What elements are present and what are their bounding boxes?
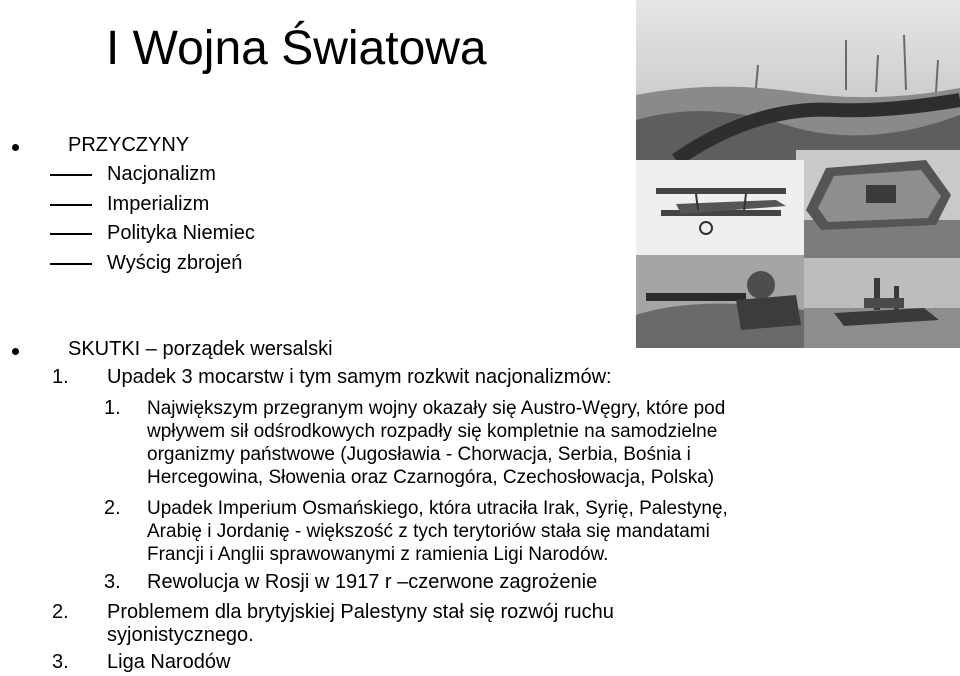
causes-heading: PRZYCZYNY	[68, 134, 190, 156]
sub-1-line: wpływem sił odśrodkowych rozpadły się kompletnie na samodzielne	[147, 421, 718, 442]
bullet-causes	[12, 144, 19, 151]
trench-photo	[636, 0, 960, 160]
sub-1-line: Największym przegranym wojny okazały się Austro-Węgry, które pod	[147, 398, 726, 419]
cause-item: Polityka Niemiec	[107, 222, 255, 244]
cause-item: Nacjonalizm	[107, 163, 216, 185]
point-2-line: syjonistycznego.	[107, 624, 254, 646]
biplane-photo	[636, 160, 804, 260]
sub-1-number: 1.	[104, 397, 121, 419]
cause-item: Imperializm	[107, 193, 210, 215]
sub-2-line: Francji i Anglii sprawowanymi z ramienia Ligi Narodów.	[147, 544, 609, 565]
cause-item: Wyścig zbrojeń	[107, 252, 243, 274]
sub-1-line: organizmy państwowe (Jugosławia - Chorwacja, Serbia, Bośnia i	[147, 444, 691, 465]
dash-3	[50, 233, 92, 235]
machine-gunner-photo	[636, 255, 804, 348]
dash-4	[50, 263, 92, 265]
point-3-number: 3.	[52, 651, 69, 673]
bullet-effects	[12, 348, 19, 355]
sub-2-line: Upadek Imperium Osmańskiego, która utraciła Irak, Syrię, Palestynę,	[147, 498, 728, 519]
sub-3-text: Rewolucja w Rosji w 1917 r –czerwone zagrożenie	[147, 571, 598, 593]
point-2-number: 2.	[52, 601, 69, 623]
tank-photo	[796, 150, 960, 260]
sub-2-number: 2.	[104, 497, 121, 519]
effects-heading: SKUTKI – porządek wersalski	[68, 338, 333, 360]
point-3-text: Liga Narodów	[107, 651, 231, 673]
dash-1	[50, 174, 92, 176]
ww1-photo-collage	[636, 0, 960, 348]
sub-1-line: Hercegowina, Słowenia oraz Czarnogóra, Czechosłowacja, Polska)	[147, 467, 715, 488]
battleship-photo	[804, 258, 960, 348]
sub-2-line: Arabię i Jordanię - większość z tych terytoriów stała się mandatami	[147, 521, 710, 542]
point-2-line: Problemem dla brytyjskiej Palestyny stał się rozwój ruchu	[107, 601, 614, 623]
dash-2	[50, 204, 92, 206]
point-1-text: Upadek 3 mocarstw i tym samym rozkwit nacjonalizmów:	[107, 366, 612, 388]
point-1-number: 1.	[52, 366, 69, 388]
page-title: I Wojna Światowa	[106, 22, 487, 75]
sub-3-number: 3.	[104, 571, 121, 593]
